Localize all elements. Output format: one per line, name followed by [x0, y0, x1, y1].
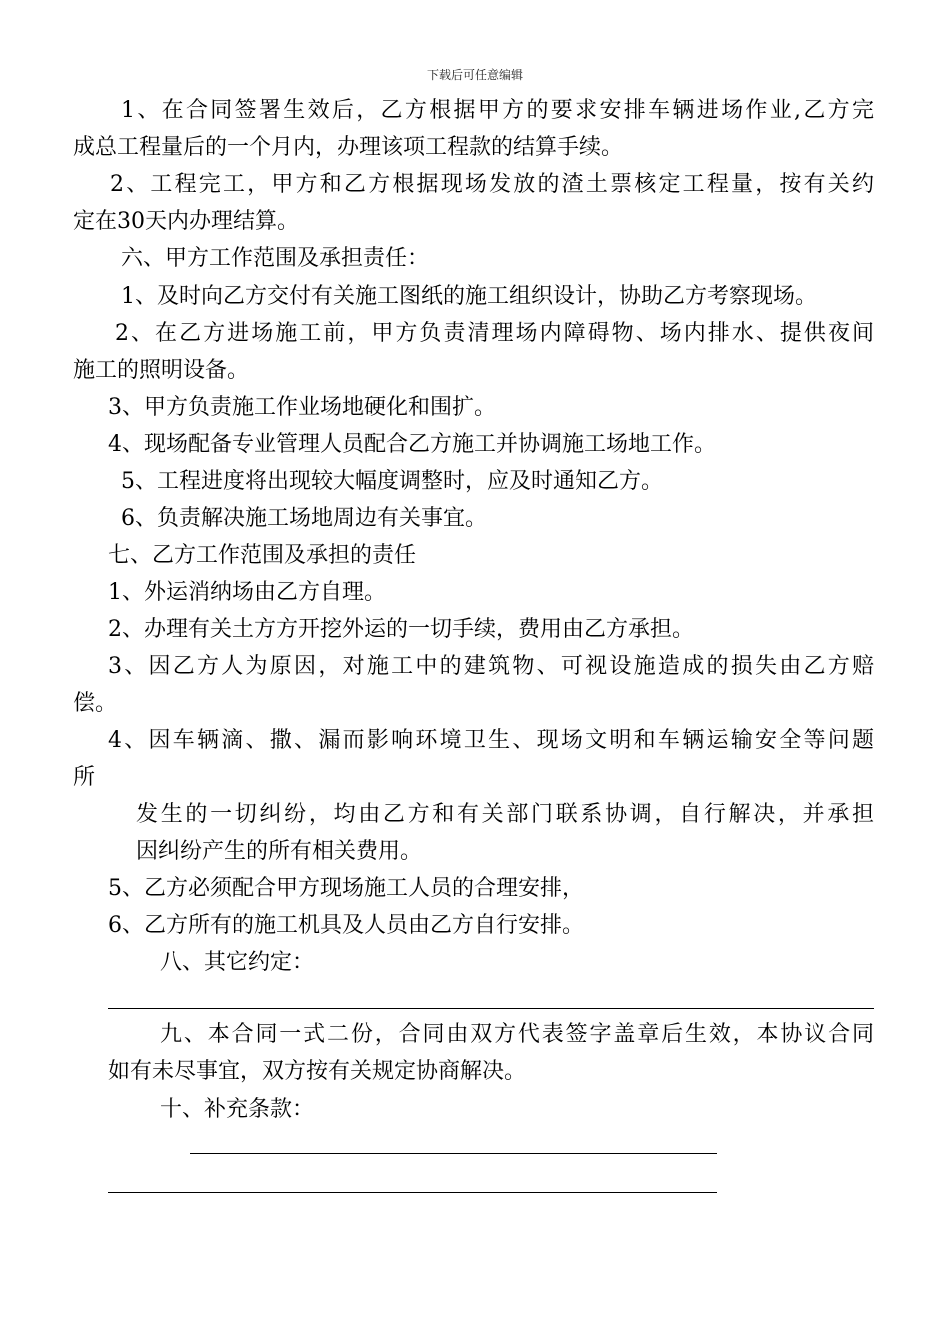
blank-line-section-10-2 — [108, 1192, 717, 1193]
clause-5-2-line1: 2、工程完工，甲方和乙方根据现场发放的渣土票核定工程量，按有关约 — [110, 172, 874, 197]
clause-5-1-line1: 1、在合同签署生效后，乙方根据甲方的要求安排车辆进场作业,乙方完 — [121, 98, 874, 123]
section-6-heading: 六、甲方工作范围及承担责任： — [121, 246, 430, 271]
clause-6-2-line1: 2、在乙方进场施工前，甲方负责清理场内障碍物、场内排水、提供夜间 — [115, 321, 874, 346]
clause-6-2-line2: 施工的照明设备。 — [73, 358, 250, 383]
clause-7-4-line1: 4、因车辆滴、撒、漏而影响环境卫生、现场文明和车辆运输安全等问题 — [108, 728, 874, 753]
page-header: 下载后可任意编辑 — [426, 68, 523, 82]
clause-7-2: 2、办理有关土方方开挖外运的一切手续，费用由乙方承担。 — [108, 617, 694, 642]
clause-7-1: 1、外运消纳场由乙方自理。 — [108, 580, 386, 605]
clause-6-6: 6、负责解决施工场地周边有关事宜。 — [121, 506, 487, 531]
clause-6-3: 3、甲方负责施工作业场地硬化和围扩。 — [108, 395, 496, 420]
clause-7-3-line1: 3、因乙方人为原因，对施工中的建筑物、可视设施造成的损失由乙方赔 — [108, 654, 874, 679]
clause-7-5: 5、乙方必须配合甲方现场施工人员的合理安排， — [108, 876, 584, 901]
section-10-heading: 十、补充条款： — [160, 1097, 315, 1122]
clause-6-1: 1、及时向乙方交付有关施工图纸的施工组织设计，协助乙方考察现场。 — [121, 284, 817, 309]
blank-line-section-10-1 — [190, 1153, 717, 1154]
clause-5-2-line2: 定在30天内办理结算。 — [73, 209, 299, 234]
clause-7-3-line2: 偿。 — [73, 691, 118, 716]
section-9-line1: 九、本合同一式二份，合同由双方代表签字盖章后生效，本协议合同 — [160, 1022, 874, 1047]
section-9-line2: 如有未尽事宜，双方按有关规定协商解决。 — [108, 1059, 527, 1084]
clause-6-4: 4、现场配备专业管理人员配合乙方施工并协调施工场地工作。 — [108, 432, 716, 457]
section-7-heading: 七、乙方工作范围及承担的责任 — [108, 543, 417, 568]
clause-5-1-line2: 成总工程量后的一个月内，办理该项工程款的结算手续。 — [73, 135, 624, 160]
blank-line-section-8 — [108, 1008, 874, 1009]
section-8-heading: 八、其它约定： — [160, 950, 315, 975]
clause-7-4-line3: 发生的一切纠纷，均由乙方和有关部门联系协调，自行解决，并承担 — [136, 802, 874, 827]
clause-7-4-line2: 所 — [73, 765, 96, 790]
clause-7-4-line4: 因纠纷产生的所有相关费用。 — [136, 839, 423, 864]
clause-7-6: 6、乙方所有的施工机具及人员由乙方自行安排。 — [108, 913, 584, 938]
clause-6-5: 5、工程进度将出现较大幅度调整时，应及时通知乙方。 — [121, 469, 663, 494]
